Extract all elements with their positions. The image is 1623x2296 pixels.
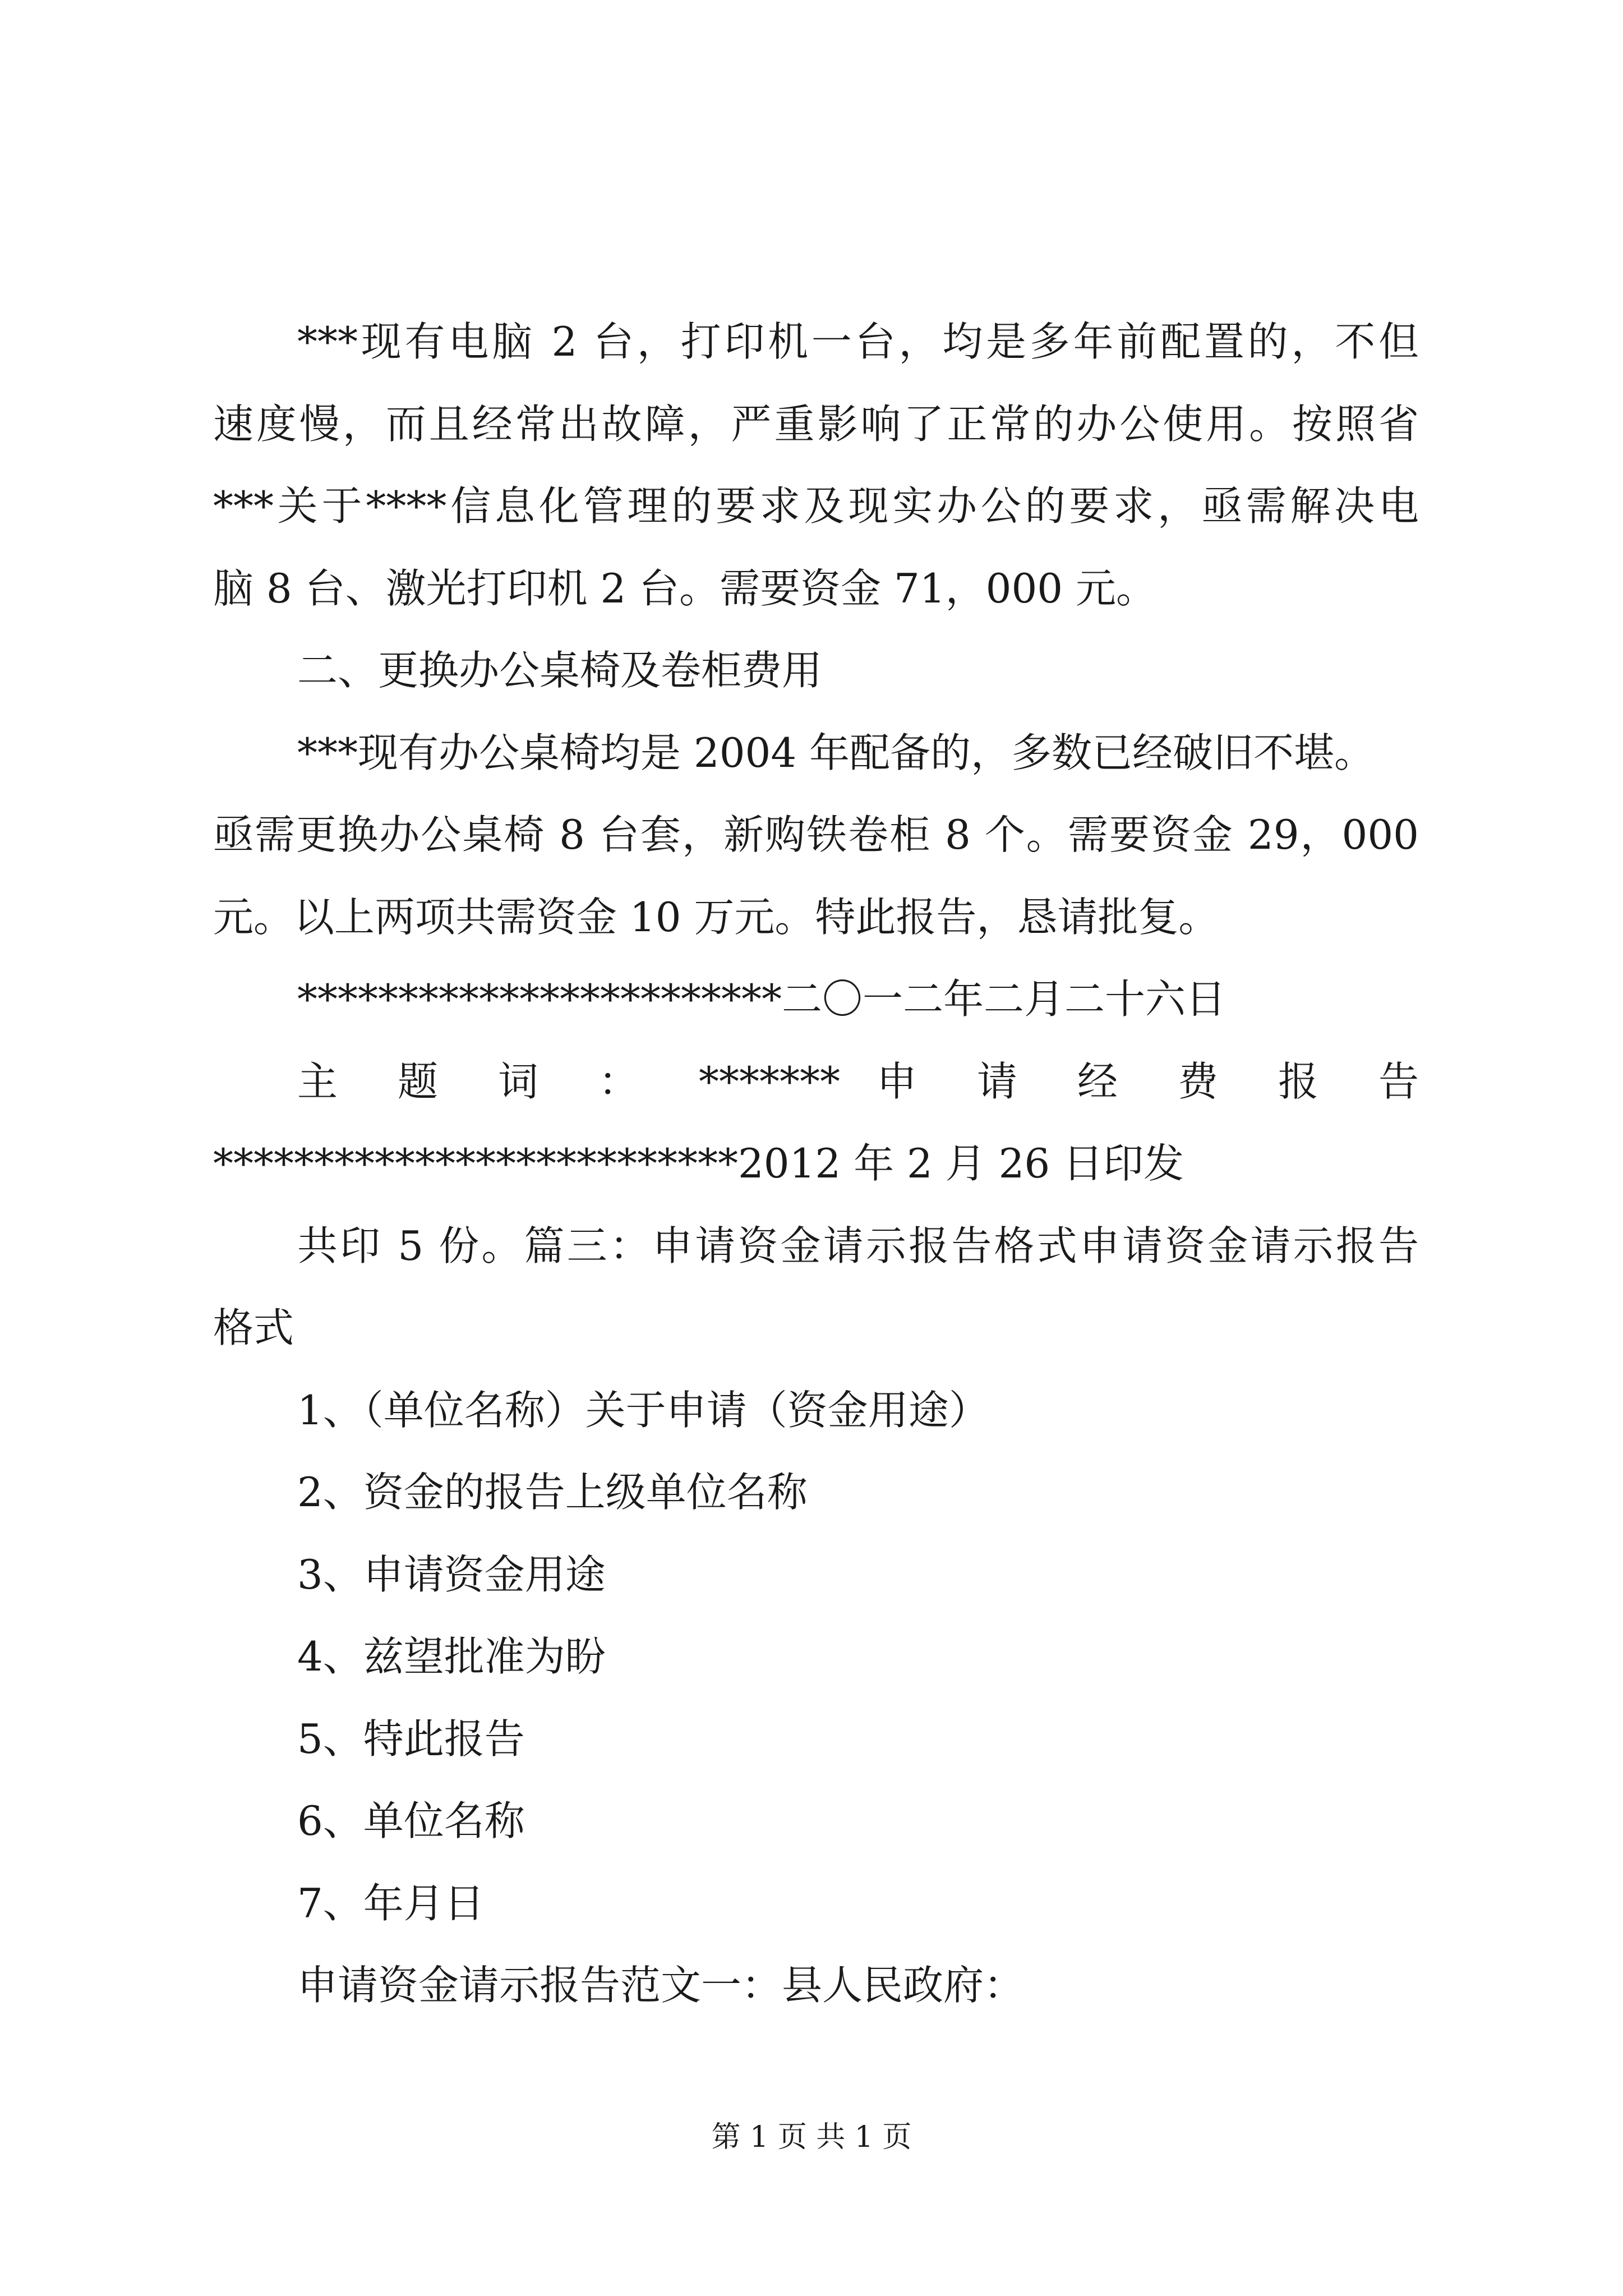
paragraph-line: 速度慢，而且经常出故障，严重影响了正常的办公使用。按照省 — [213, 400, 1419, 448]
list-item: 1、（单位名称）关于申请（资金用途） — [297, 1386, 989, 1434]
signature-date-line: ************************二〇一二年二月二十六日 — [297, 976, 1227, 1023]
page-number-footer: 第 1 页 共 1 页 — [711, 2120, 912, 2154]
paragraph-line: ***现有电脑 2 台，打印机一台，均是多年前配置的，不但 — [297, 318, 1419, 365]
paragraph-line: 共印 5 份。篇三：申请资金请示报告格式申请资金请示报告 — [297, 1222, 1419, 1269]
list-item: 4、兹望批准为盼 — [297, 1633, 606, 1680]
paragraph-line: 格式 — [213, 1304, 294, 1351]
list-item: 2、资金的报告上级单位名称 — [297, 1469, 808, 1516]
paragraph-line: 亟需更换办公桌椅 8 台套，新购铁卷柜 8 个。需要资金 29，000 — [213, 811, 1419, 858]
paragraph-line: ***关于****信息化管理的要求及现实办公的要求，亟需解决电 — [213, 482, 1419, 530]
section-heading: 二、更换办公桌椅及卷柜费用 — [297, 647, 823, 694]
list-item: 7、年月日 — [297, 1879, 485, 1927]
document-body — [213, 301, 1419, 2027]
paragraph-line: 申请资金请示报告范文一：县人民政府： — [297, 1962, 1025, 2009]
print-date-line: **************************2012 年 2 月 26 日印发 — [213, 1140, 1184, 1187]
list-item: 5、特此报告 — [297, 1715, 525, 1763]
list-item: 6、单位名称 — [297, 1797, 525, 1844]
paragraph-line: 脑 8 台、激光打印机 2 台。需要资金 71，000 元。 — [213, 564, 1156, 612]
list-item: 3、申请资金用途 — [297, 1550, 606, 1598]
subject-keywords-line: 主 题 词 ： ******* 申 请 经 费 报 告 — [297, 1057, 1419, 1105]
paragraph-line: ***现有办公桌椅均是 2004 年配备的，多数已经破旧不堪。 — [297, 729, 1375, 776]
paragraph-line: 元。以上两项共需资金 10 万元。特此报告，恳请批复。 — [213, 893, 1219, 941]
